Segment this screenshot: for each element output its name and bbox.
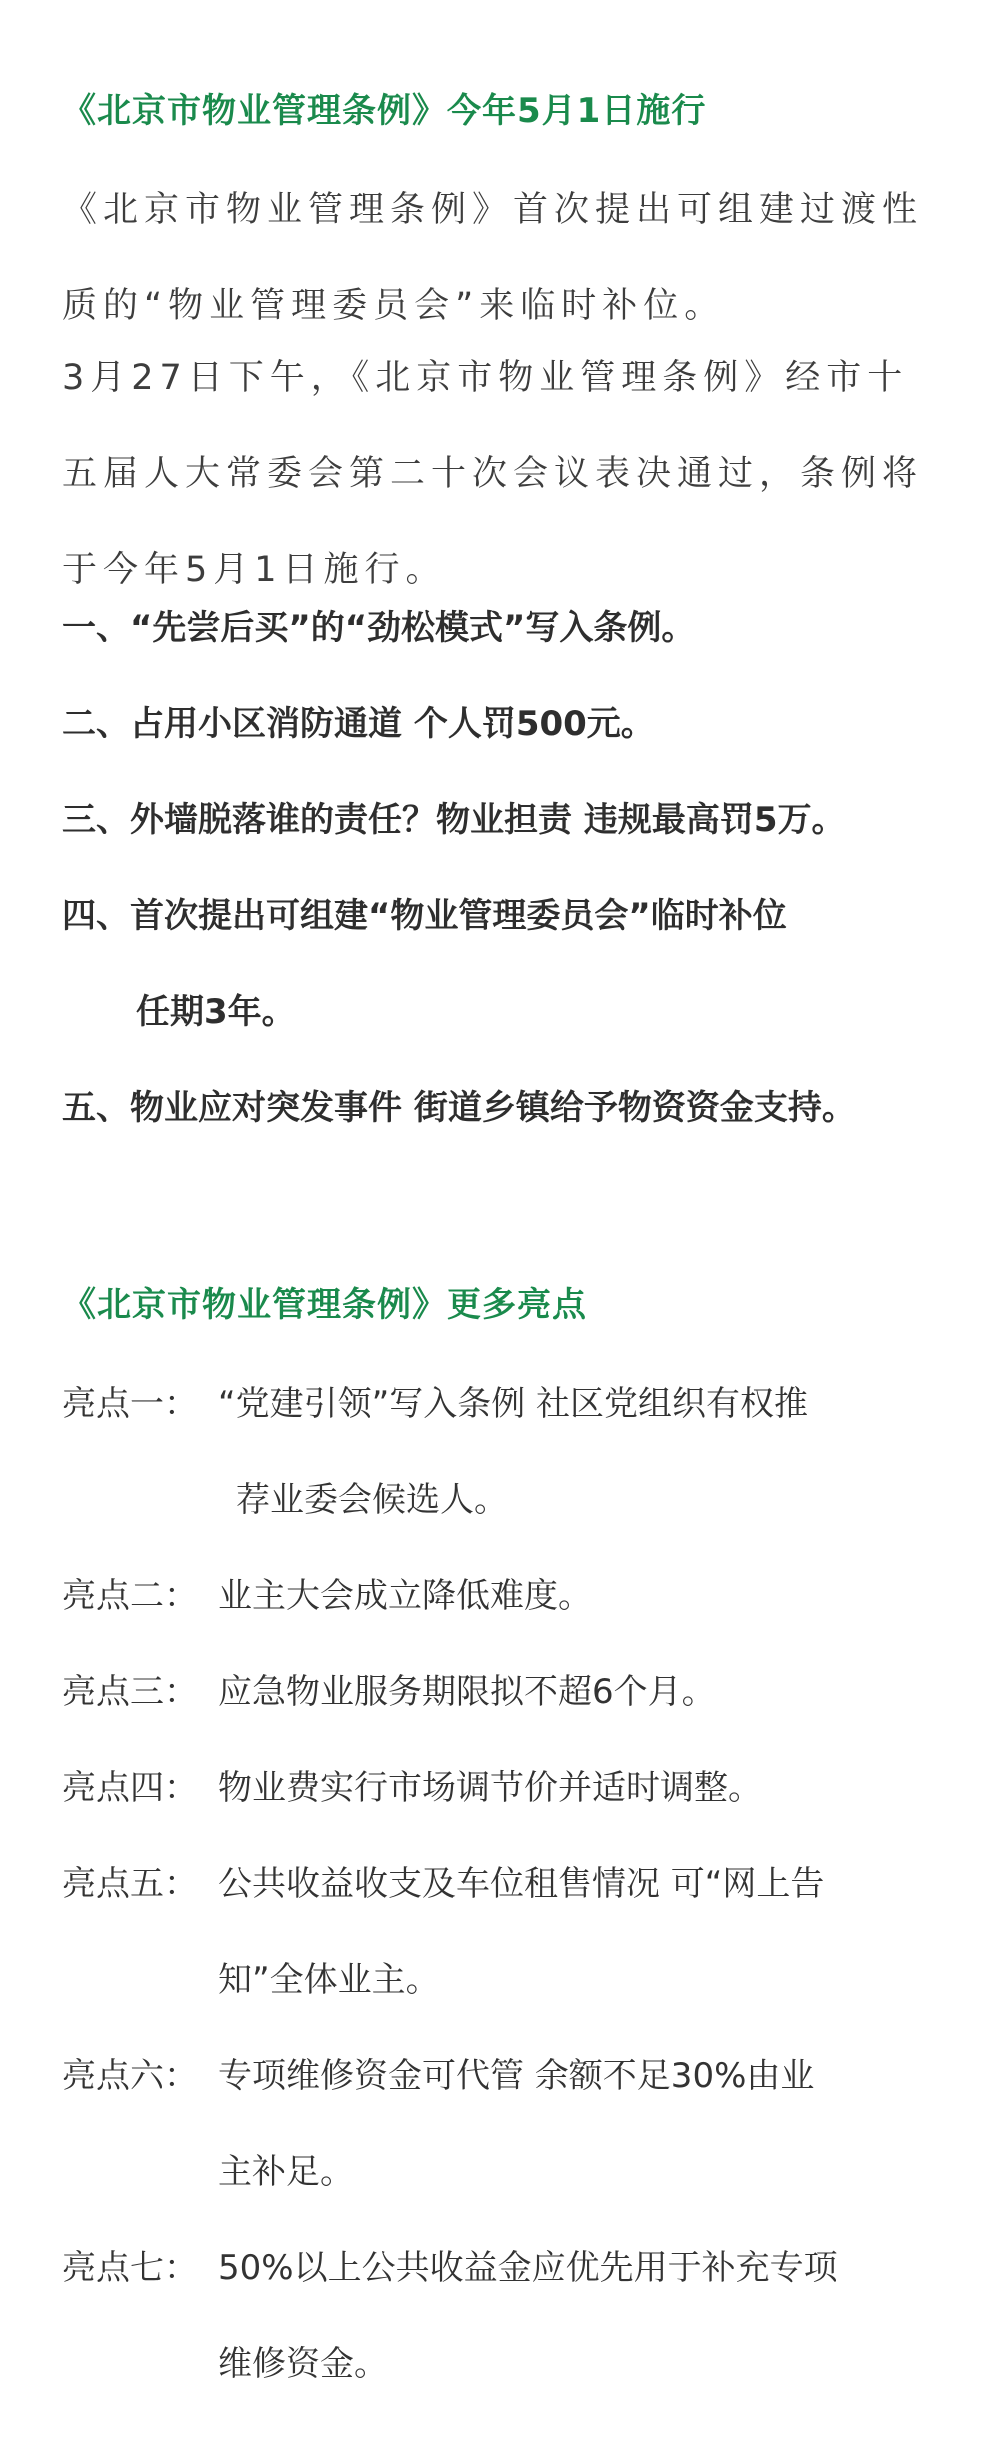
- section1-background: 3月27日下午，《北京市物业管理条例》经市十五届人大常委会第二十次会议表决通过，条例将于今年5月1日施行。: [62, 358, 924, 590]
- item-text: 四、首次提出可组建“物业管理委员会”临时补位: [62, 896, 787, 936]
- highlight-text: 50%以上公共收益金应优先用于补充专项: [218, 2248, 838, 2288]
- highlight-item: [62, 1836, 952, 2028]
- highlight-text-continued: 荐业委会候选人。: [236, 1480, 508, 1520]
- section1-intro: 《北京市物业管理条例》首次提出可组建过渡性质的“物业管理委员会”来临时补位。: [62, 190, 924, 326]
- highlight-label: 亮点二：: [62, 1576, 198, 1616]
- highlight-text: 专项维修资金可代管 余额不足30%由业: [218, 2056, 815, 2096]
- list-item: [62, 580, 952, 676]
- highlight-label: 亮点六：: [62, 2056, 198, 2096]
- list-item: [62, 772, 952, 868]
- list-item: [62, 868, 952, 1060]
- list-item: [62, 676, 952, 772]
- highlight-text: 应急物业服务期限拟不超6个月。: [218, 1672, 716, 1712]
- highlight-label: 亮点五：: [62, 1864, 198, 1904]
- item-text: 二、占用小区消防通道 个人罚500元。: [62, 704, 655, 744]
- section2-heading: 《北京市物业管理条例》更多亮点: [62, 1285, 587, 1325]
- highlight-label: 亮点七：: [62, 2248, 198, 2288]
- section1-heading: 《北京市物业管理条例》今年5月1日施行: [62, 91, 707, 131]
- highlight-item: [62, 1740, 952, 1836]
- highlight-text: 业主大会成立降低难度。: [218, 1576, 592, 1616]
- highlight-item: [62, 1356, 952, 1548]
- highlight-label: 亮点四：: [62, 1768, 198, 1808]
- highlight-item: [62, 2220, 952, 2412]
- highlight-text-continued: 维修资金。: [218, 2344, 388, 2384]
- item-text: 三、外墙脱落谁的责任？物业担责 违规最高罚5万。: [62, 800, 846, 840]
- highlight-label: 亮点一：: [62, 1384, 198, 1424]
- highlight-text-continued: 知”全体业主。: [218, 1960, 440, 2000]
- highlight-item: [62, 1548, 952, 1644]
- item-text: 一、“先尝后买”的“劲松模式”写入条例。: [62, 608, 696, 648]
- item-text: 五、物业应对突发事件 街道乡镇给予物资资金支持。: [62, 1088, 856, 1128]
- list-item: [62, 1060, 952, 1156]
- highlight-label: 亮点三：: [62, 1672, 198, 1712]
- highlight-text: “党建引领”写入条例 社区党组织有权推: [218, 1384, 809, 1424]
- highlight-item: [62, 1644, 952, 1740]
- item-text-continued: 任期3年。: [136, 992, 296, 1032]
- highlight-text: 公共收益收支及车位租售情况 可“网上告: [218, 1864, 825, 1904]
- highlight-text-continued: 主补足。: [218, 2152, 354, 2192]
- highlight-text: 物业费实行市场调节价并适时调整。: [218, 1768, 762, 1808]
- highlight-item: [62, 2028, 952, 2220]
